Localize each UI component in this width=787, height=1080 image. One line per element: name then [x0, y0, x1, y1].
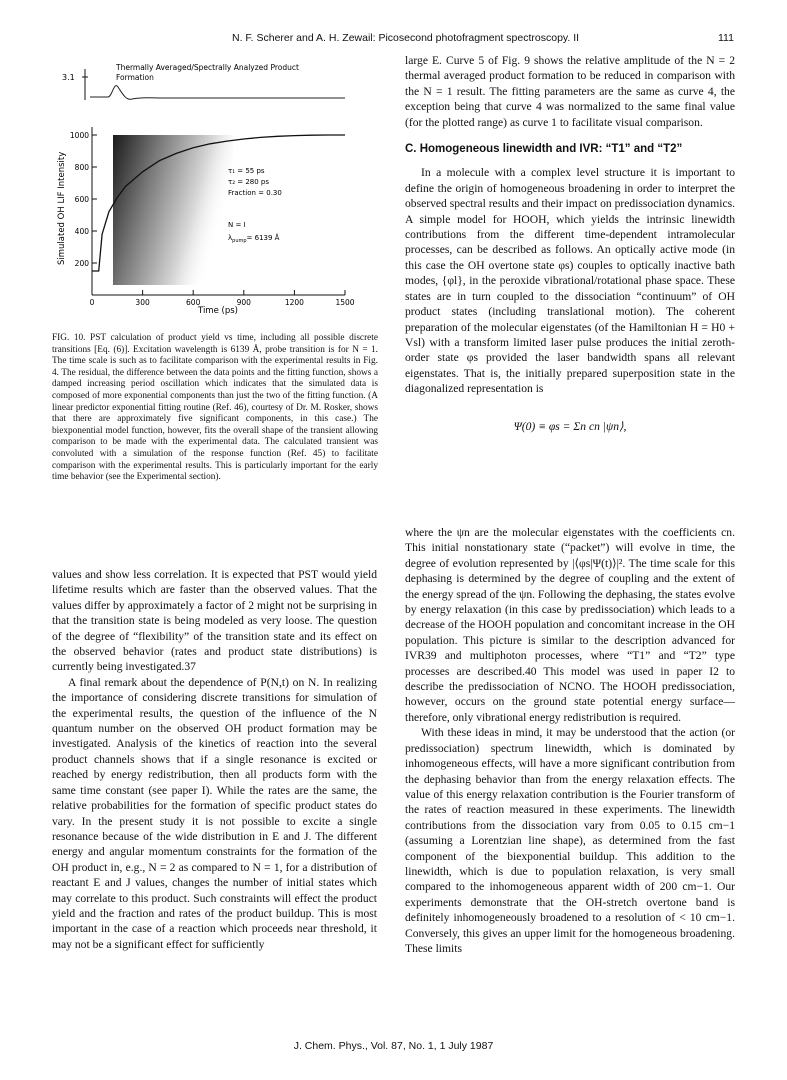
right-paragraph-2: In a molecule with a complex level structure it is important to define the origin of homogeneous broadening in order to interpret the observed spectral results and their impact on predissociation dynamics. A simple model for HOOH, which yields the intrinsic linewidth contributions from the different time-dependent intramolecular processes, can be described as follows. An optically active mode (in this case the OH overtone state φs) couples to optically inactive bath modes, {φl}, in the peroxide vibrational/rotational phase space. These states are in turn coupled to the dissociation “continuum” of OH product states (including translational motion). The coherent preparation of the molecular eigenstates (of the Hamiltonian H = H0 + Vsl) with a transform limited laser pulse produces the initial zeroth-order state φs provided the laser bandwidth spans all relevant eigenstates. That is, the initially prepared superposition state in the diagonalized representation is: [405, 166, 736, 396]
figure-title-line1: Thermally Averaged/Spectrally Analyzed Product: [116, 63, 299, 72]
left-column: [52, 567, 377, 952]
annotation-tau2: τ₂ = 280 ps: [228, 178, 270, 186]
x-tick-label: 600: [186, 298, 201, 307]
y-tick-label: 800: [74, 163, 89, 172]
equation: Ψ(0) ≡ φs = Σn cn |ψn⟩,: [513, 419, 627, 433]
y-tick-label: 1000: [69, 131, 89, 140]
annotation-lambda: $\lambda_{pump}= 6139$ Å: [228, 234, 280, 244]
right-paragraph-3: where the ψn are the molecular eigenstates with the coefficients cn. This initial nonstationary state (“packet”) will evolve in time, the degree of evolution represented by |⟨φs|Ψ(t)⟩|². The time scale for this dephasing is determined by the degree of coupling and the extent of the energy spread of the ψn. Following the dephasing, the states evolve by energy relaxation (in this case by predissociation) which leads to a decrease of the HOOH population and concomitant increase in the OH population. This picture is similar to the description advanced for IVR39 and multiphoton processes, where “T1” and “T2” type processes are described.40 This model was used in paper I2 to describe the predissociation of NCNO. The HOOH predissociation, however, occurs on the ground state potential energy surface—therefore, only vibrational energy redistribution is required.: [405, 526, 735, 724]
right-paragraph-1: large E. Curve 5 of Fig. 9 shows the relative amplitude of the N = 2 thermal averaged product formation to be reduced in comparison with the N = 1 result. The fitting parameters are the same as curve 4, the exception being that curve 4 was normalized to the same final value (for the plotted range) as curve 1 to facilitate visual comparison.: [405, 54, 735, 129]
x-tick-label: 0: [89, 298, 95, 307]
right-column-top: [405, 53, 735, 460]
figure-title-line2: Formation: [116, 73, 154, 82]
x-tick-label: 1500: [335, 298, 355, 307]
y-tick-label: 400: [74, 227, 89, 236]
annotation-n: N = I: [228, 221, 246, 229]
section-heading: C. Homogeneous linewidth and IVR: “T1” and “T2”: [405, 143, 683, 156]
shaded-region: [113, 135, 233, 285]
right-column-bottom: [405, 525, 735, 956]
x-tick-label: 1200: [284, 298, 304, 307]
residual-trace: [90, 86, 345, 100]
annotation-tau1: τ₁ = 55 ps: [228, 167, 265, 175]
x-tick-label: 900: [236, 298, 251, 307]
left-paragraph-1: values and show less correlation. It is expected that PST would yield lifetime results which are faster than the observed values. That the values differ by approximately a factor of 2 might not be surprising in that the transition state is being modeled as very loose. The question of the degree of “flexibility” of the transition state and its effect on the observed behavior (rates and product state distributions) is currently being investigated.37: [52, 568, 377, 674]
journal-footer: J. Chem. Phys., Vol. 87, No. 1, 1 July 1987: [293, 1040, 494, 1052]
page-number: 111: [718, 32, 734, 44]
annotation-fraction: Fraction = 0.30: [228, 189, 282, 197]
running-head: N. F. Scherer and A. H. Zewail: Picosecond photofragment spectroscopy. II: [232, 32, 580, 44]
y-tick-label: 200: [74, 259, 89, 268]
right-paragraph-4: With these ideas in mind, it may be understood that the action (or predissociation) spectrum linewidth, which is dominated by inhomogeneous effects, will have a more significant contribution from the dephasing behavior than from the energy relaxation effects. The value of this energy relaxation contribution is the Fourier transform of the rates of reaction measured in these experiments. The linewidth contributions from the dissociation vary from 0.05 to 0.15 cm−1 (assuming a Lorentzian line shape), as determined from the fast component of the biexponential buildup. This addition to the linewidth, which is due to population relaxation, is very small compared to the inhomogeneous apparent width of 200 cm−1. Our experiments demonstrate that the OH-stretch overtone band is definitely inhomogeneously broadened to a resolution of < 10 cm−1. Conversely, this gives an upper limit for the homogeneous broadening. These limits: [405, 726, 735, 955]
figure-caption: FIG. 10. PST calculation of product yield vs time, including all possible discrete transitions [Eq. (6)]. Excitation wavelength is 6139 Å, probe transition is for N = 1. The time scale is such as to facilitate comparison with the experimental results in Fig. 4. The residual, the difference between the data points and the fitting function, shows a damped increasing period oscillation which indicates that the simulated data is composed of more exponential components than just the two of the fitting function. (A linear predictor exponential fitting routine (Ref. 46), courtesy of Dr. M. Rosker, shows that there are approximately five significant components, in this case.) The biexponential model function, however, fits the overall shape of the transient allowing comparison to be made with the experimental data. The calculated transient was convoluted with a simulation of the response function (Ref. 45) to facilitate comparison with the experimental results. This is particularly important for the early time behavior (see the Experimental section).: [52, 333, 378, 483]
y-axis-label: Simulated OH LIF Intensity: [57, 151, 67, 265]
left-paragraph-2: A final remark about the dependence of P(N,t) on N. In realizing the importance of considering discrete transitions for simulation of the experimental results, the question of the influence of the N quantum number on the observed OH product formation may be investigated. Analysis of the kinetics of reaction into the several product channels shows that if a single resonance is excited or reached by energy redistribution, then all products form with the same time constant (see paper I). While the rates are the same, the relative probabilities for the formation of specific product states do vary. In the present study it is not possible to excite a single resonance because of the wide distribution in E and J. The different energy and angular momentum constraints for the formation of the OH product in, e.g., N = 2 as compared to N = 1, for a distribution of reactant E and J values, changes the number of initial states which may correlate to this product. Such constraints will effect the product yield and the fraction and rates of the product buildup. This is most important in the case of a reaction which proceeds near threshold, it may not be a significant effect for sufficiently: [52, 675, 377, 951]
x-axis-label: Time (ps): [198, 306, 238, 316]
figure-10-plot: [30, 55, 370, 325]
x-tick-label: 300: [135, 298, 150, 307]
residual-label: 3.1: [62, 73, 75, 82]
y-tick-label: 600: [74, 195, 89, 204]
